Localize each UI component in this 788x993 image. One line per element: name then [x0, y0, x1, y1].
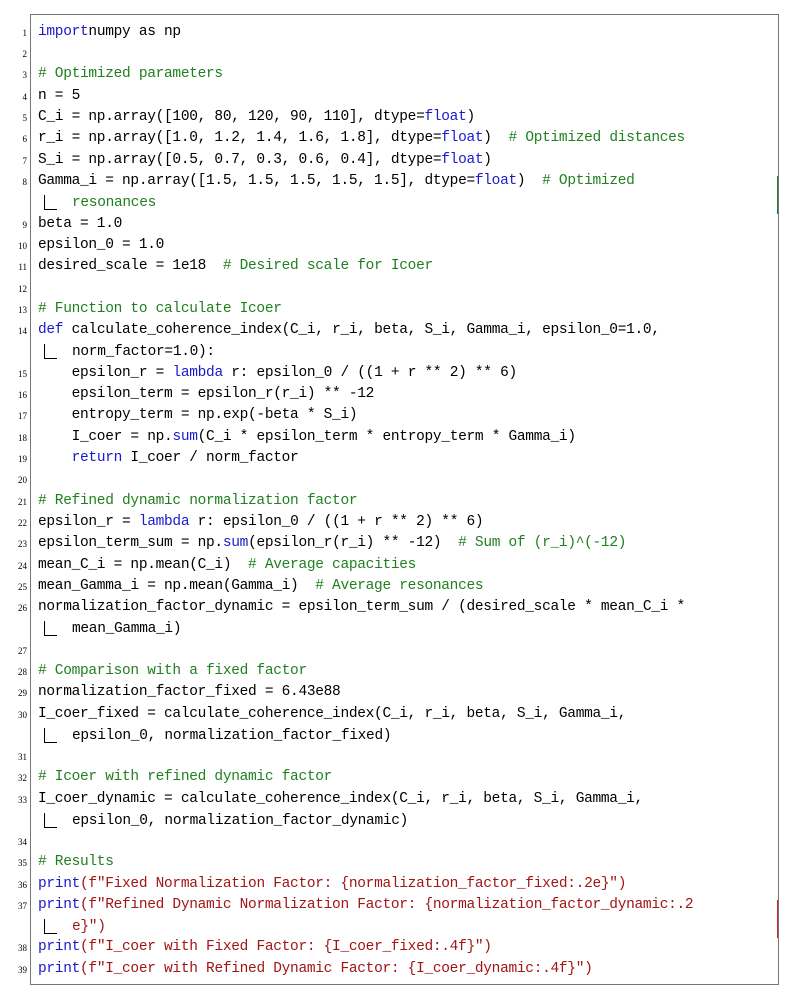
- line-number: 22: [18, 518, 27, 528]
- code-token: norm_factor=1.0):: [72, 344, 215, 360]
- keyword-token: float: [474, 173, 517, 189]
- comment-token: # Desired scale for Icoer: [222, 258, 433, 274]
- keyword-token: print: [38, 961, 81, 977]
- wrap-indicator: [44, 344, 57, 359]
- keyword-token: lambda: [138, 514, 190, 530]
- code-line-continuation: [72, 917, 106, 938]
- line-number: 28: [18, 667, 27, 677]
- code-line: [38, 320, 660, 341]
- code-line: [38, 299, 282, 320]
- code-line: [38, 512, 483, 533]
- line-number: 14: [18, 326, 27, 336]
- line-number: 9: [22, 220, 27, 230]
- line-number: 1: [22, 28, 27, 38]
- line-number: 38: [18, 943, 27, 953]
- keyword-token: import: [38, 24, 89, 40]
- comment-token: # Average resonances: [315, 578, 484, 594]
- line-number: 32: [18, 773, 27, 783]
- code-line: [38, 895, 693, 916]
- code-line: [38, 576, 483, 597]
- line-number: 18: [18, 433, 27, 443]
- line-number: 11: [18, 262, 27, 272]
- line-number: 5: [22, 113, 27, 123]
- code-line: [38, 597, 685, 618]
- line-number: 10: [18, 241, 27, 251]
- comment-token: # Results: [38, 854, 114, 870]
- code-token: ): [483, 152, 492, 168]
- code-token: r: epsilon_0 / ((1 + r ** 2) ** 6): [189, 514, 484, 530]
- keyword-token: print: [38, 939, 81, 955]
- code-line: [38, 363, 517, 384]
- code-token: epsilon_0 = 1.0: [38, 237, 165, 253]
- wrap-indicator: [44, 813, 57, 828]
- code-token: S_i = np.array([0.5, 0.7, 0.3, 0.6, 0.4], dtype=: [38, 152, 442, 168]
- code-token: I_coer_dynamic = calculate_coherence_index(C_i, r_i, beta, S_i, Gamma_i,: [38, 791, 643, 807]
- line-number: 30: [18, 710, 27, 720]
- comment-token: # Refined dynamic normalization factor: [38, 493, 358, 509]
- code-line: [38, 789, 643, 810]
- line-number: 37: [18, 901, 27, 911]
- line-number: 13: [18, 305, 27, 315]
- keyword-token: sum: [222, 535, 249, 551]
- code-line: [38, 682, 340, 703]
- line-number: 4: [22, 92, 27, 102]
- code-line-continuation: [72, 193, 156, 214]
- line-number: 19: [18, 454, 27, 464]
- code-line-continuation: [72, 619, 181, 640]
- code-line-continuation: [72, 342, 215, 363]
- line-number: 8: [22, 177, 27, 187]
- code-token: [38, 450, 72, 466]
- keyword-token: return: [71, 450, 123, 466]
- code-token: I_coer_fixed = calculate_coherence_index(C_i, r_i, beta, S_i, Gamma_i,: [38, 706, 627, 722]
- code-line: [38, 661, 307, 682]
- code-token: ): [466, 109, 475, 125]
- code-token: numpy as np: [88, 24, 181, 40]
- code-token: mean_C_i = np.mean(C_i): [38, 557, 249, 573]
- line-number: 33: [18, 795, 27, 805]
- code-token: epsilon_term = epsilon_r(r_i) ** -12: [38, 386, 375, 402]
- code-line: [38, 491, 357, 512]
- line-number: 34: [18, 837, 27, 847]
- line-number: 21: [18, 497, 27, 507]
- code-line: [38, 555, 416, 576]
- line-number: 3: [22, 70, 27, 80]
- comment-token: resonances: [72, 195, 157, 211]
- code-token: r: epsilon_0 / ((1 + r ** 2) ** 6): [222, 365, 517, 381]
- code-token: epsilon_term_sum = np.: [38, 535, 223, 551]
- code-line: [38, 235, 164, 256]
- code-token: epsilon_0, normalization_factor_fixed): [72, 728, 392, 744]
- wrap-indicator: [44, 195, 57, 210]
- code-token: Gamma_i = np.array([1.5, 1.5, 1.5, 1.5, 1.5], dtype=: [38, 173, 475, 189]
- code-line: [38, 384, 374, 405]
- code-line: [38, 405, 357, 426]
- code-token: epsilon_r =: [38, 514, 139, 530]
- comment-token: # Function to calculate Icoer: [38, 301, 282, 317]
- keyword-token: sum: [172, 429, 198, 445]
- keyword-token: float: [441, 152, 484, 168]
- code-token: epsilon_r =: [38, 365, 173, 381]
- keyword-token: float: [441, 130, 484, 146]
- line-number: 29: [18, 688, 27, 698]
- line-number: 12: [18, 284, 27, 294]
- code-line-continuation: [72, 811, 408, 832]
- line-number: 26: [18, 603, 27, 613]
- code-line: [38, 22, 181, 43]
- code-line: [38, 256, 433, 277]
- code-line: [38, 704, 626, 725]
- code-line: [38, 852, 114, 873]
- code-line: [38, 150, 492, 171]
- code-token: epsilon_0, normalization_factor_dynamic): [72, 813, 409, 829]
- line-number: 24: [18, 561, 27, 571]
- keyword-token: def: [38, 322, 64, 338]
- code-token: C_i = np.array([100, 80, 120, 90, 110], dtype=: [38, 109, 425, 125]
- keyword-token: lambda: [172, 365, 223, 381]
- keyword-token: print: [38, 897, 81, 913]
- comment-token: # Optimized parameters: [38, 66, 223, 82]
- line-number: 17: [18, 411, 27, 421]
- code-token: desired_scale = 1e18: [38, 258, 223, 274]
- wrap-bracket: [777, 900, 778, 938]
- keyword-token: float: [424, 109, 467, 125]
- code-token: normalization_factor_fixed = 6.43e88: [38, 684, 341, 700]
- code-line-continuation: [72, 726, 391, 747]
- keyword-token: print: [38, 876, 81, 892]
- code-token: I_coer / norm_factor: [122, 450, 299, 466]
- line-number: 35: [18, 858, 27, 868]
- wrap-indicator: [44, 621, 57, 636]
- code-line: [38, 86, 80, 107]
- wrap-indicator: [44, 728, 57, 743]
- code-token: beta = 1.0: [38, 216, 123, 232]
- comment-token: # Average capacities: [248, 557, 417, 573]
- line-number: 20: [18, 475, 27, 485]
- string-token: (f"I_coer with Refined Dynamic Factor: {I_coer_dynamic:.4f}"): [80, 961, 593, 977]
- string-token: e}"): [72, 919, 106, 935]
- code-line: [38, 64, 223, 85]
- comment-token: # Comparison with a fixed factor: [38, 663, 307, 679]
- line-number: 6: [22, 134, 27, 144]
- code-token: (epsilon_r(r_i) ** -12): [248, 535, 459, 551]
- code-token: mean_Gamma_i): [72, 621, 182, 637]
- code-line: [38, 214, 122, 235]
- line-number: 15: [18, 369, 27, 379]
- code-line: [38, 959, 593, 980]
- code-token: (C_i * epsilon_term * entropy_term * Gamma_i): [197, 429, 576, 445]
- code-line: [38, 767, 332, 788]
- string-token: (f"I_coer with Fixed Factor: {I_coer_fixed:.4f}"): [80, 939, 492, 955]
- code-token: r_i = np.array([1.0, 1.2, 1.4, 1.6, 1.8], dtype=: [38, 130, 442, 146]
- line-number: 2: [22, 49, 27, 59]
- line-number: 7: [22, 156, 27, 166]
- code-token: entropy_term = np.exp(-beta * S_i): [38, 407, 358, 423]
- line-number: 36: [18, 880, 27, 890]
- code-token: calculate_coherence_index(C_i, r_i, beta, S_i, Gamma_i, epsilon_0=1.0,: [63, 322, 660, 338]
- line-number: 31: [18, 752, 27, 762]
- string-token: (f"Refined Dynamic Normalization Factor: {normalization_factor_dynamic:.2: [80, 897, 694, 913]
- code-token: mean_Gamma_i = np.mean(Gamma_i): [38, 578, 316, 594]
- string-token: (f"Fixed Normalization Factor: {normalization_factor_fixed:.2e}"): [80, 876, 627, 892]
- comment-token: # Optimized distances: [508, 130, 685, 146]
- comment-token: # Icoer with refined dynamic factor: [38, 769, 333, 785]
- line-number: 25: [18, 582, 27, 592]
- line-number: 23: [18, 539, 27, 549]
- code-line: [38, 427, 576, 448]
- code-token: I_coer = np.: [38, 429, 173, 445]
- line-number: 16: [18, 390, 27, 400]
- code-line: [38, 171, 635, 192]
- line-number: 27: [18, 646, 27, 656]
- comment-token: # Optimized: [542, 173, 635, 189]
- code-token: ): [483, 130, 509, 146]
- code-token: normalization_factor_dynamic = epsilon_term_sum / (desired_scale * mean_C_i *: [38, 599, 685, 615]
- code-line: [38, 874, 626, 895]
- wrap-bracket: [777, 176, 778, 214]
- code-line: [38, 448, 298, 469]
- code-token: n = 5: [38, 88, 81, 104]
- code-line: [38, 937, 492, 958]
- code-token: ): [516, 173, 543, 189]
- code-line: [38, 533, 626, 554]
- code-listing: [18, 14, 779, 985]
- code-line: [38, 107, 475, 128]
- comment-token: # Sum of (r_i)^(-12): [458, 535, 627, 551]
- wrap-indicator: [44, 919, 57, 934]
- line-number: 39: [18, 965, 27, 975]
- code-line: [38, 128, 685, 149]
